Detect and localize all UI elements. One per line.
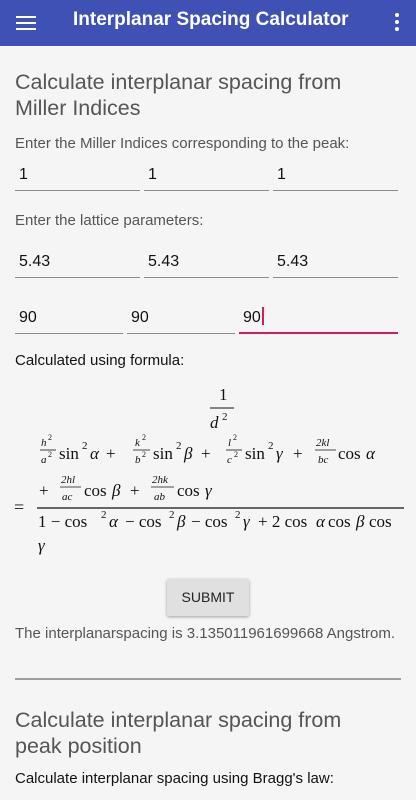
svg-text:2: 2 <box>234 450 238 459</box>
svg-text:cos: cos <box>177 481 200 500</box>
svg-text:2: 2 <box>222 411 228 423</box>
svg-text:cos: cos <box>369 512 392 531</box>
svg-text:2: 2 <box>268 440 274 452</box>
svg-text:2hk: 2hk <box>152 474 168 486</box>
text-cursor <box>262 307 264 325</box>
svg-text:a: a <box>41 454 47 466</box>
svg-text:γ: γ <box>205 481 212 500</box>
miller-indices-label: Enter the Miller Indices corresponding to the peak: <box>15 135 350 152</box>
svg-text:1 − cos: 1 − cos <box>38 512 88 531</box>
svg-text:h: h <box>41 437 47 449</box>
more-vert-icon[interactable] <box>394 13 400 33</box>
svg-text:2: 2 <box>235 509 241 521</box>
submit-button[interactable]: SUBMIT <box>167 579 249 616</box>
lattice-gamma-input[interactable]: 90 <box>239 306 398 334</box>
svg-text:=: = <box>14 497 25 517</box>
svg-text:2: 2 <box>176 440 182 452</box>
svg-text:α: α <box>90 444 99 463</box>
svg-text:k: k <box>135 437 140 449</box>
svg-text:2: 2 <box>82 440 88 452</box>
svg-text:cos: cos <box>84 481 107 500</box>
svg-text:− cos: − cos <box>191 512 228 531</box>
svg-text:ab: ab <box>154 491 165 503</box>
svg-text:− cos: − cos <box>125 512 162 531</box>
lattice-alpha-input[interactable]: 90 <box>15 306 123 334</box>
svg-text:sin: sin <box>153 444 173 463</box>
hamburger-menu-icon[interactable] <box>16 13 36 33</box>
svg-text:γ: γ <box>243 512 250 531</box>
section-title-peak: Calculate interplanar spacing from peak position <box>15 708 342 758</box>
svg-text:ac: ac <box>62 491 73 503</box>
svg-text:2: 2 <box>48 450 52 459</box>
svg-text:2: 2 <box>169 509 175 521</box>
svg-text:2hl: 2hl <box>61 474 76 486</box>
svg-text:γ: γ <box>276 444 283 463</box>
formula-label: Calculated using formula: <box>15 352 185 369</box>
section-divider <box>15 678 401 680</box>
lattice-parameters-label: Enter the lattice parameters: <box>15 212 204 229</box>
app-bar <box>0 0 416 46</box>
svg-text:β: β <box>184 444 193 463</box>
app-title: Interplanar Spacing Calculator <box>73 9 349 30</box>
lattice-c-input[interactable]: 5.43 <box>273 250 398 278</box>
bragg-law-label: Calculate interplanar spacing using Bragg's law: <box>15 770 334 787</box>
svg-text:2: 2 <box>142 433 146 442</box>
miller-h-input[interactable]: 1 <box>15 163 140 191</box>
svg-text:+: + <box>39 481 49 500</box>
svg-text:+ 2 cos: + 2 cos <box>258 512 308 531</box>
svg-text:β: β <box>112 481 121 500</box>
svg-text:1: 1 <box>219 385 228 404</box>
svg-text:2: 2 <box>101 509 107 521</box>
svg-text:cos: cos <box>338 444 361 463</box>
svg-text:bc: bc <box>318 454 329 466</box>
svg-text:2: 2 <box>233 433 237 442</box>
lattice-beta-input[interactable]: 90 <box>127 306 235 334</box>
svg-text:l: l <box>228 437 232 449</box>
svg-text:α: α <box>109 512 118 531</box>
svg-text:+: + <box>201 444 211 463</box>
miller-k-input[interactable]: 1 <box>144 163 269 191</box>
result-text: The interplanarspacing is 3.135011961699668 Angstrom. <box>15 625 395 642</box>
interplanar-spacing-formula <box>14 383 410 561</box>
miller-l-input[interactable]: 1 <box>273 163 398 191</box>
svg-text:α: α <box>366 444 375 463</box>
svg-text:2: 2 <box>48 433 52 442</box>
svg-text:α: α <box>316 512 325 531</box>
svg-text:d: d <box>210 413 219 432</box>
svg-text:+: + <box>106 444 116 463</box>
svg-text:2: 2 <box>142 450 146 459</box>
lattice-b-input[interactable]: 5.43 <box>144 250 269 278</box>
svg-text:b: b <box>135 454 141 466</box>
svg-text:γ: γ <box>38 536 45 555</box>
svg-text:c: c <box>227 454 232 466</box>
lattice-a-input[interactable]: 5.43 <box>15 250 140 278</box>
svg-text:β: β <box>177 512 186 531</box>
svg-text:+: + <box>293 444 303 463</box>
svg-text:β: β <box>356 512 365 531</box>
svg-text:2kl: 2kl <box>316 437 330 449</box>
svg-text:sin: sin <box>245 444 265 463</box>
section-title-miller: Calculate interplanar spacing from Miller Indices <box>15 70 342 120</box>
svg-text:sin: sin <box>59 444 79 463</box>
svg-text:cos: cos <box>328 512 351 531</box>
svg-text:+: + <box>130 481 140 500</box>
